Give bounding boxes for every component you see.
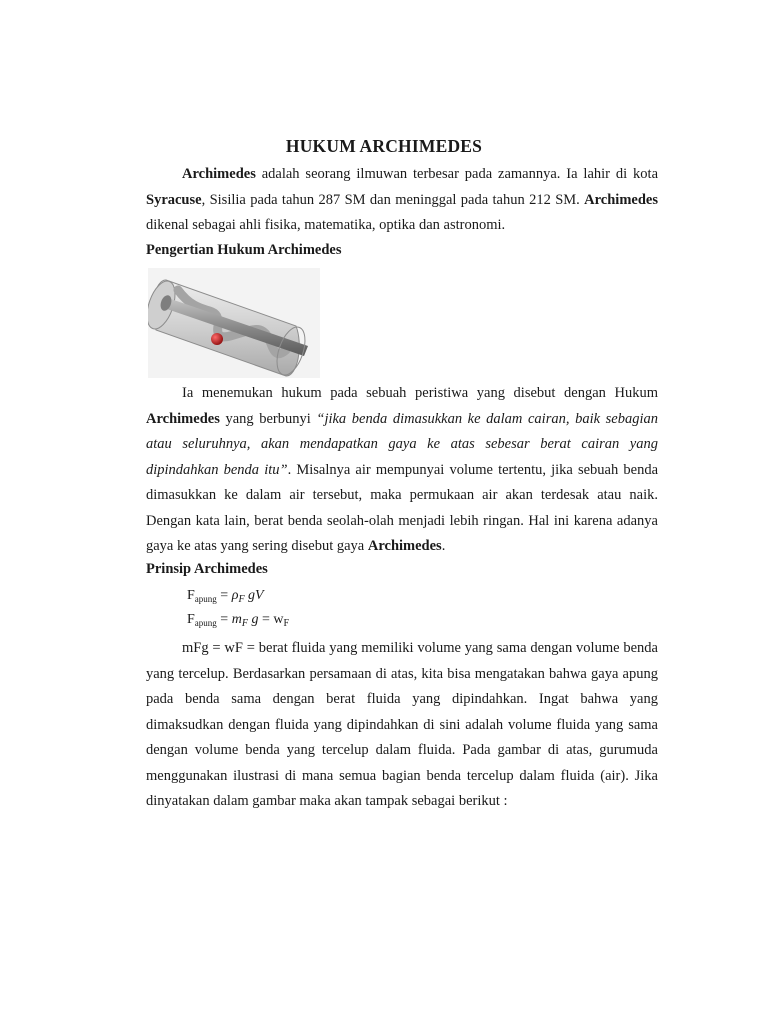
text-run: . [441,538,446,554]
document-title: HUKUM ARCHIMEDES [285,136,483,156]
hukum-paragraph [146,381,658,560]
text-run: . Misalnya air mempunyai volume tertentu, jika sebuah benda dimasukkan ke dalam air tersebut, maka permukaan air akan terdesak atau naik. Dengan kata lain, berat benda seolah-olah menjadi lebih ringan. Hal ini karena adanya gaya ke atas yang sering disebut gaya [146,461,659,554]
text-run: Ia menemukan hukum pada sebuah peristiwa yang disebut dengan Hukum [182,385,658,401]
text-run: adalah seorang ilmuwan terbesar pada zamannya. Ia lahir di kota [255,166,658,182]
archimedes-screw-image [148,268,320,378]
red-ball [211,333,223,345]
formula-subscript: F [283,618,290,629]
formula-symbol: m [231,612,242,627]
formula-symbol: F [187,612,195,627]
bold-term: Archimedes [367,538,442,554]
formula-symbol: F [187,588,195,603]
formula-subscript: F [238,594,245,605]
formula-symbol: gV [244,588,264,603]
formula-subscript: apung [194,618,217,628]
bold-term: Archimedes [584,191,658,208]
intro-paragraph [146,162,658,239]
formula-buoyant-force-1 [187,588,264,605]
bold-term: Syracuse [146,191,202,208]
section-heading-prinsip: Prinsip Archimedes [146,561,268,577]
formula-symbol: g [247,612,259,627]
section-heading-pengertian: Pengertian Hukum Archimedes [146,242,342,258]
formula-buoyant-force-2 [187,612,289,629]
bold-term: Archimedes [146,410,220,427]
formula-subscript: F [241,618,248,629]
text-run: yang berbunyi [219,410,317,427]
formula-subscript: apung [194,594,217,604]
formula-operator: = w [258,612,284,627]
formula-operator: = [216,612,232,627]
formula-symbol: ρ [231,588,239,603]
archimedes-screw-illustration [148,268,320,378]
penjelasan-paragraph: mFg = wF = berat fluida yang memiliki volume yang sama dengan volume benda yang tercelup. Berdasarkan persamaan di atas, kita bisa mengatakan bahwa gaya apung pada benda sama dengan berat fluida yang dipindahkan. Ingat bahwa yang dimaksudkan dengan fluida yang dipindahkan di sini adalah volume fluida yang sama dengan volume benda yang tercelup dalam fluida. Pada gambar di atas, gurumuda menggunakan ilustrasi di mana semua bagian benda tercelup dalam fluida (air). Jika dinyatakan dalam gambar maka akan tampak sebagai berikut : [146,640,658,809]
formula-operator: = [216,588,232,603]
law-quote: “jika benda dimasukkan ke dalam cairan, baik sebagian atau seluruhnya, akan mendapatkan gaya ke atas sebesar berat cairan yang dipindahkan benda itu” [146,410,658,478]
text-run: , Sisilia pada tahun 287 SM dan meninggal pada tahun 212 SM. [201,191,585,208]
bold-term: Archimedes [182,166,256,182]
text-run: dikenal sebagai ahli fisika, matematika, optika dan astronomi. [146,217,506,233]
